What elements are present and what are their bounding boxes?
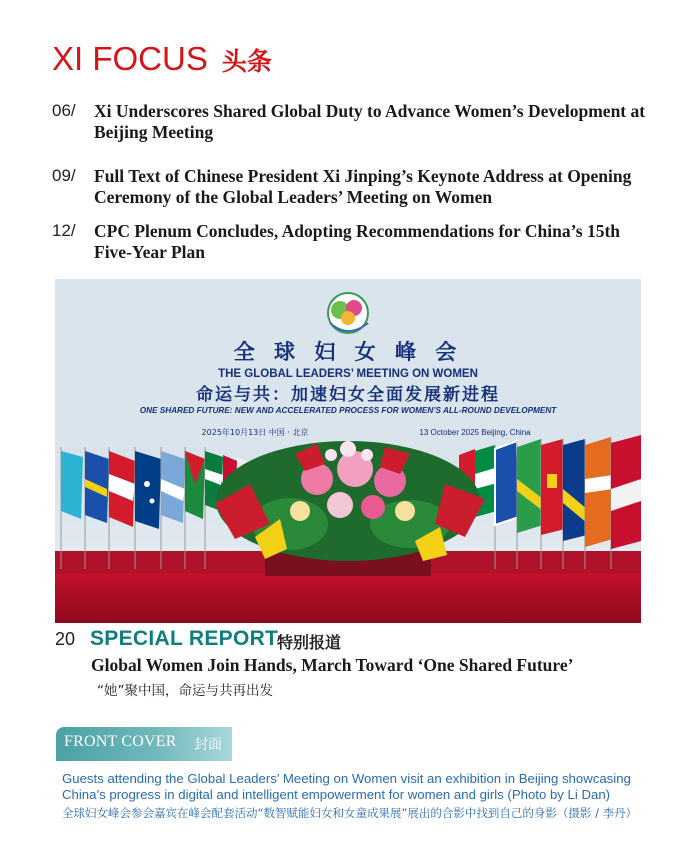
cover-caption: Guests attending the Global Leaders’ Meeting on Women visit an exhibition in Beijing showcasing China’s progress in digital and intelligent empowerment for women and girls (Photo by Li Dan) bbox=[62, 771, 631, 802]
toc-article-title[interactable]: CPC Plenum Concludes, Adopting Recommendations for China’s 15th Five-Year Plan bbox=[94, 221, 621, 262]
special-report-label: SPECIAL REPORT bbox=[90, 627, 279, 650]
banner-title-en: THE GLOBAL LEADERS’ MEETING ON WOMEN bbox=[218, 368, 478, 380]
special-report-title[interactable]: Global Women Join Hands, March Toward ‘One Shared Future’ bbox=[91, 655, 574, 675]
banner-theme-zh: 命运与共：加速妇女全面发展新进程 bbox=[196, 385, 500, 405]
toc-page-number: 06/ bbox=[52, 101, 76, 120]
banner-date-en: 13 October 2025 Beijing, China bbox=[419, 428, 531, 437]
banner-title-zh: 全 球 妇 女 峰 会 bbox=[233, 340, 463, 364]
event-photo bbox=[55, 279, 641, 623]
special-report-label-zh: 特别报道 bbox=[277, 633, 342, 652]
toc-page-number: 12/ bbox=[52, 221, 76, 240]
toc-article-title[interactable]: Full Text of Chinese President Xi Jinping’s Keynote Address at Opening Ceremony of the Global Leaders’ Meeting on Women bbox=[94, 166, 632, 207]
cover-caption-zh: 全球妇女峰会参会嘉宾在峰会配套活动“数智赋能妇女和女童成果展”展出的合影中找到自己的身影（摄影 / 李丹） bbox=[62, 806, 638, 820]
banner-theme-en: ONE SHARED FUTURE: NEW AND ACCELERATED PROCESS FOR WOMEN’S ALL-ROUND DEVELOPMENT bbox=[139, 406, 557, 415]
banner-date-zh: 2025年10月13日 中国 · 北京 bbox=[201, 428, 309, 437]
special-report-subtitle: “她”聚中国，命运与共再出发 bbox=[97, 683, 273, 699]
front-cover-label: FRONT COVER bbox=[64, 733, 177, 750]
section-title-en: XI FOCUS bbox=[52, 40, 208, 77]
front-cover-label-zh: 封面 bbox=[194, 737, 222, 753]
toc-page-number: 09/ bbox=[52, 166, 76, 185]
front-cover-tab bbox=[56, 727, 232, 761]
special-page-number: 20 bbox=[55, 629, 76, 649]
section-title-zh: 头条 bbox=[221, 47, 272, 76]
toc-article-title[interactable]: Xi Underscores Shared Global Duty to Advance Women’s Development at Beijing Meeting bbox=[94, 101, 646, 142]
section-title bbox=[52, 40, 272, 78]
summit-logo-icon bbox=[328, 293, 368, 333]
